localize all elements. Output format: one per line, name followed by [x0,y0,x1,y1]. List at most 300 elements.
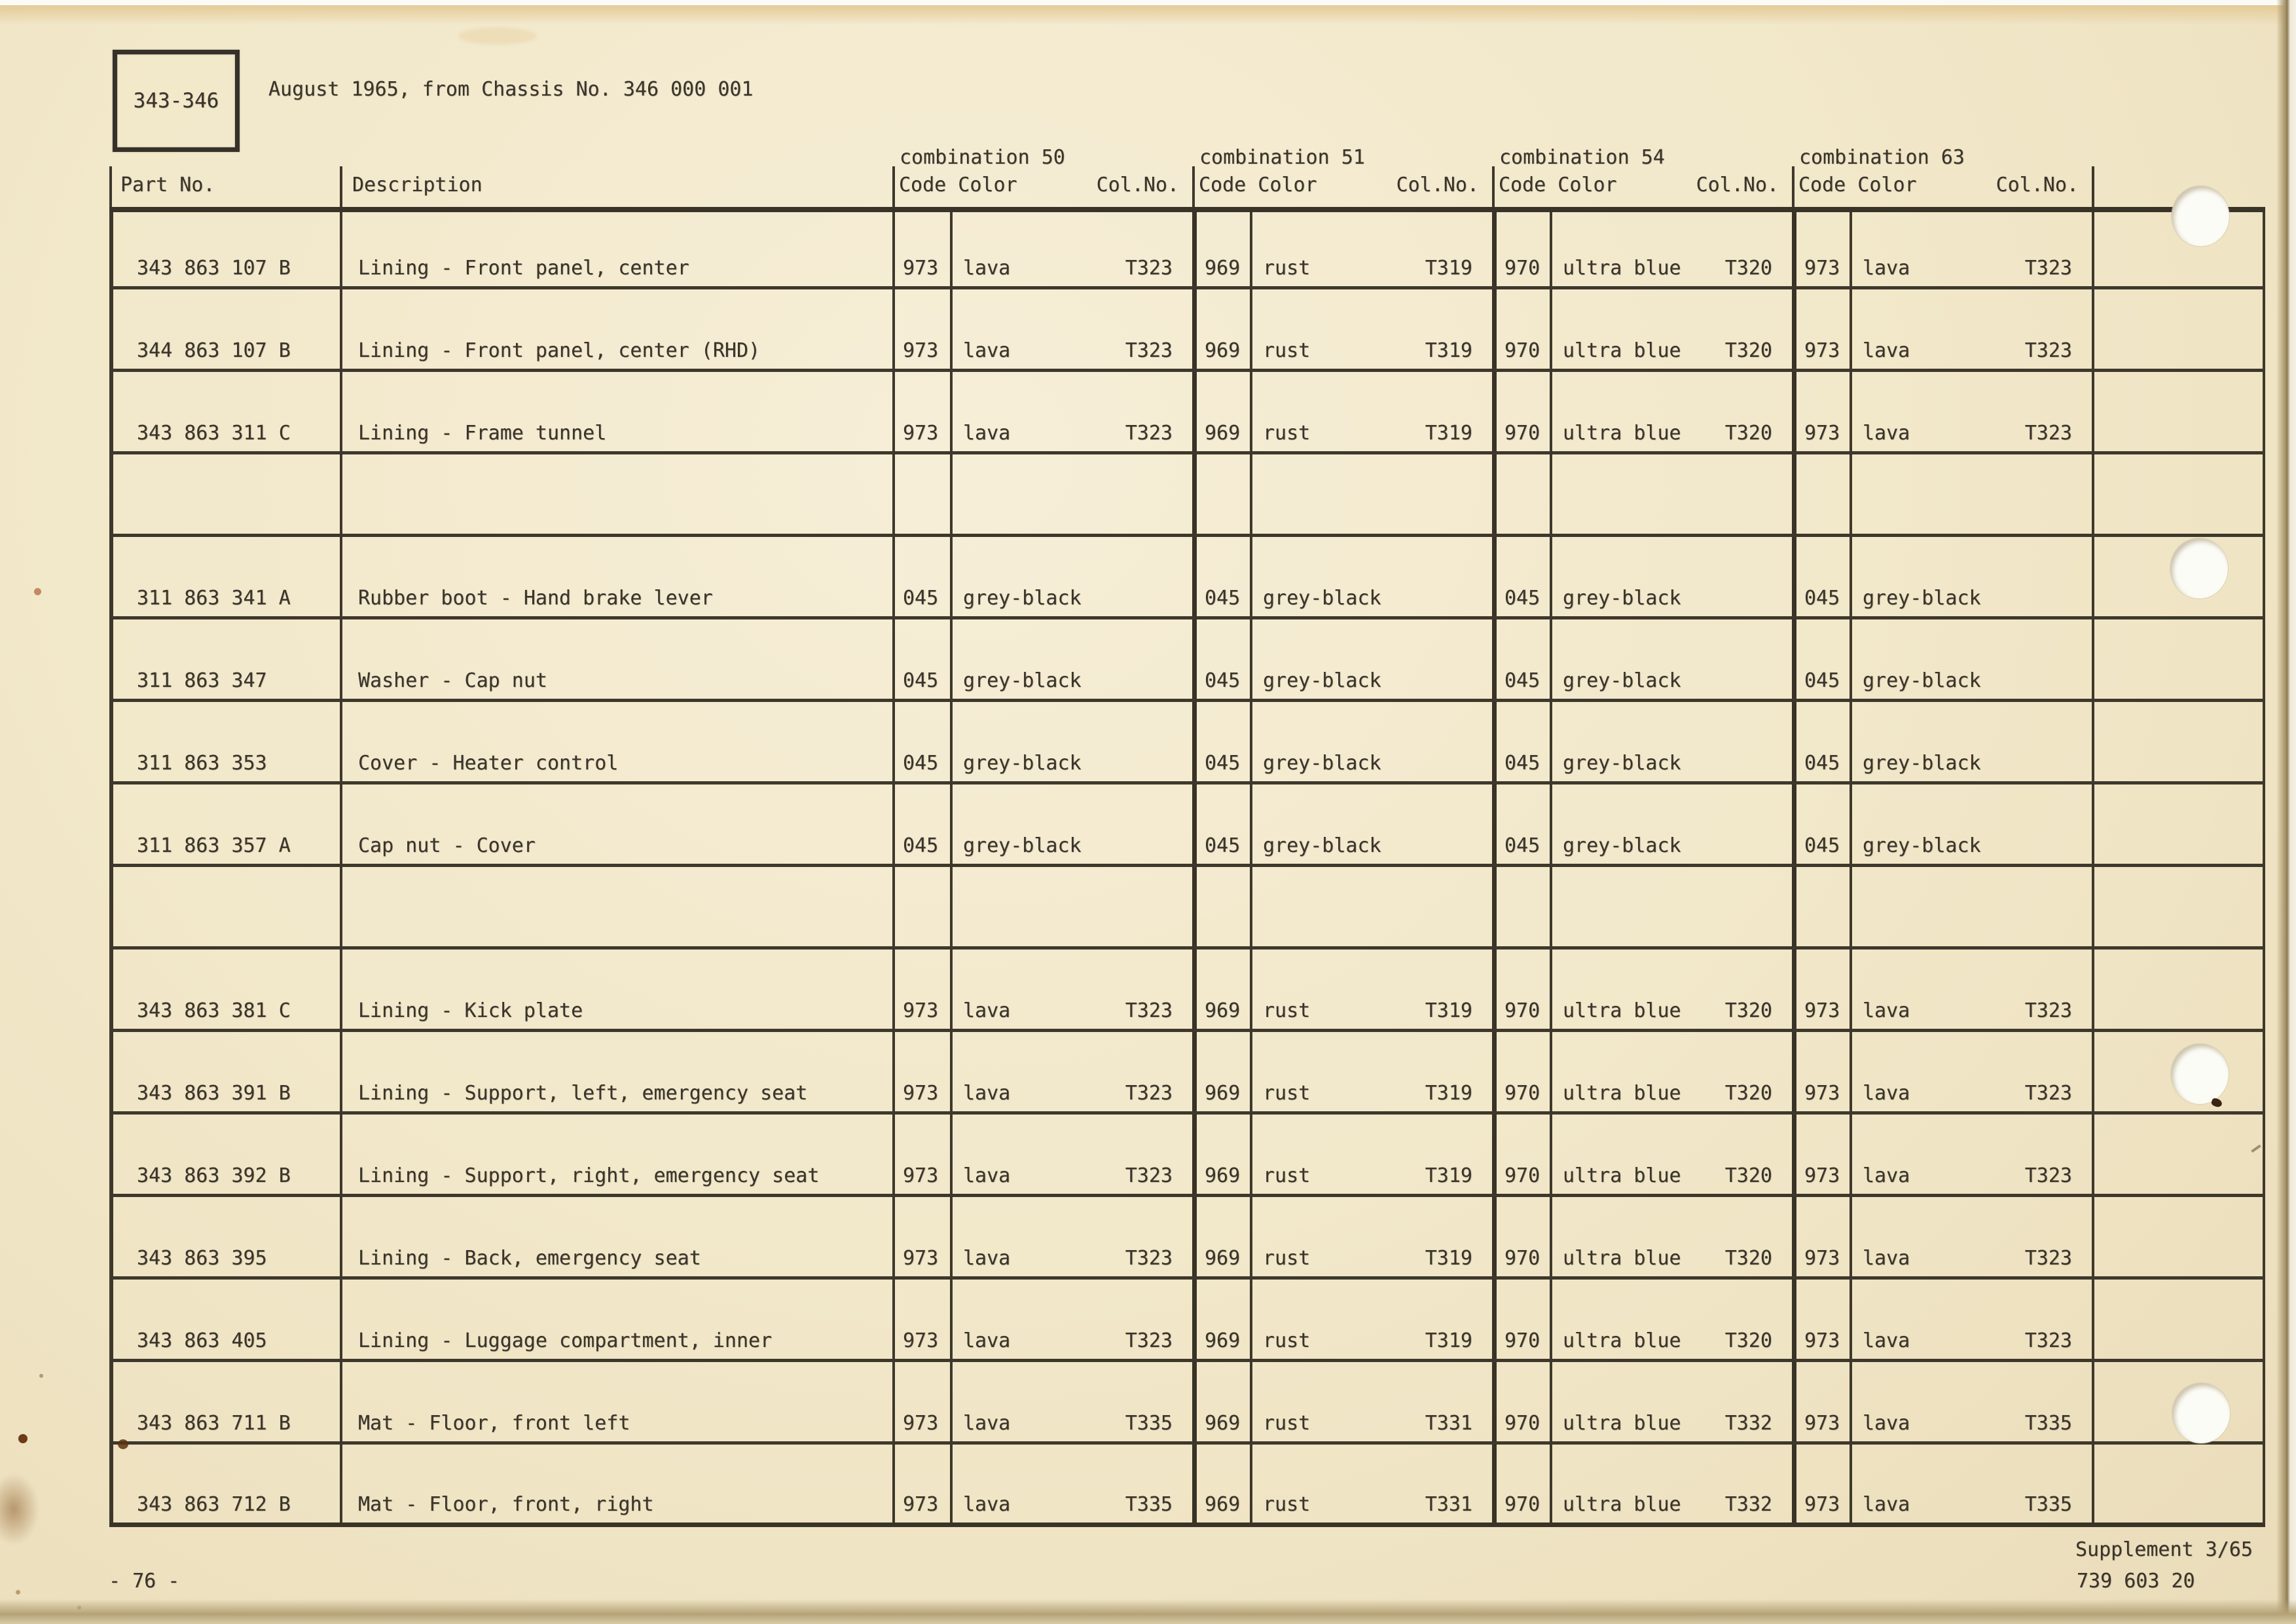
color-cell-combination-54 [1550,1445,1792,1522]
combination-51-header: combination 51 [1199,146,1365,169]
table-row [109,1445,2265,1527]
code-cell-combination-51: 045 [1192,784,1250,864]
code-cell-combination-51: 969 [1192,950,1250,1029]
color-cell-combination-50 [950,212,1192,286]
description-cell: Mat - Floor, front left [340,1362,892,1441]
table-row [109,950,2265,1032]
col-no-value: T320 [1724,1329,1772,1352]
code-cell-combination-63: 973 [1792,1362,1850,1441]
page-number: - 76 - [109,1570,180,1593]
col-no-value: T320 [1724,422,1772,445]
table-row [109,537,2265,619]
table-row [109,1115,2265,1197]
col-no-value: T320 [1724,339,1772,362]
col-no-header-51: Col.No. [1396,174,1479,196]
color-name: rust [1263,422,1311,445]
code-cell-combination-54: 970 [1492,1362,1550,1441]
color-cell-combination-51 [1250,289,1492,369]
color-name: rust [1263,257,1311,280]
code-cell-combination-51: 969 [1192,1197,1250,1276]
color-cell-combination-51 [1250,619,1492,699]
part-no-cell: 343 863 391 B [109,1032,340,1111]
color-cell-combination-63 [1850,454,2092,534]
code-cell-combination-63: 973 [1792,1115,1850,1194]
color-name: lava [1863,257,1910,280]
col-no-value: T323 [1125,422,1173,445]
description-cell: Lining - Front panel, center [340,212,892,286]
part-no-cell: 343 863 712 B [109,1445,340,1522]
color-name: lava [963,422,1011,445]
color-cell-combination-51 [1250,1445,1492,1522]
color-name: lava [963,339,1011,362]
col-no-value: T332 [1724,1412,1772,1435]
code-cell-combination-51: 969 [1192,1115,1250,1194]
description-cell: Rubber boot - Hand brake lever [340,537,892,616]
color-cell-combination-54 [1550,212,1792,286]
col-no-value: T320 [1724,1247,1772,1270]
color-name: ultra blue [1563,1493,1681,1516]
code-cell-combination-63: 045 [1792,702,1850,781]
binding-margin-cell [2092,867,2265,946]
code-cell-combination-54: 970 [1492,372,1550,451]
table-row [109,1197,2265,1280]
color-cell-combination-51 [1250,784,1492,864]
code-cell-combination-50: 973 [892,1362,950,1441]
color-name: lava [1863,1164,1910,1187]
page-bottom-edge [0,1599,2296,1624]
color-name: lava [1863,339,1910,362]
color-cell-combination-54 [1550,702,1792,781]
description-cell: Mat - Floor, front, right [340,1445,892,1522]
color-name: grey-black [963,587,1082,610]
color-cell-combination-54 [1550,1032,1792,1111]
color-name: grey-black [1263,587,1381,610]
col-no-header-63: Col.No. [1995,174,2079,196]
code-cell-combination-54: 970 [1492,1197,1550,1276]
code-cell-combination-54 [1492,867,1550,946]
table-row [109,784,2265,867]
code-cell-combination-50: 973 [892,950,950,1029]
part-no-cell: 343 863 311 C [109,372,340,451]
part-no-column-header: Part No. [120,174,215,196]
color-name: grey-black [1563,669,1681,692]
part-no-cell: 344 863 107 B [109,289,340,369]
code-cell-combination-54: 045 [1492,619,1550,699]
col-no-value: T323 [2024,339,2072,362]
color-name: grey-black [1563,587,1681,610]
color-cell-combination-54 [1550,1280,1792,1359]
color-name: lava [963,1412,1011,1435]
color-cell-combination-51 [1250,454,1492,534]
punch-hole [2170,538,2228,599]
color-cell-combination-50 [950,1032,1192,1111]
description-cell [340,867,892,946]
color-cell-combination-63 [1850,289,2092,369]
col-no-value: T335 [2024,1412,2072,1435]
color-cell-combination-54 [1550,454,1792,534]
code-cell-combination-50: 045 [892,784,950,864]
color-cell-combination-50 [950,1362,1192,1441]
color-cell-combination-51 [1250,1280,1492,1359]
code-cell-combination-63: 973 [1792,1445,1850,1522]
scanner-edge [0,0,2296,5]
color-cell-combination-54 [1550,619,1792,699]
code-cell-combination-54: 970 [1492,1115,1550,1194]
color-cell-combination-63 [1850,372,2092,451]
color-cell-combination-63 [1850,867,2092,946]
code-cell-combination-50: 973 [892,1197,950,1276]
description-cell: Lining - Frame tunnel [340,372,892,451]
color-cell-combination-63 [1850,1115,2092,1194]
description-cell: Lining - Kick plate [340,950,892,1029]
code-color-header-63: Code Color [1798,174,1917,196]
color-cell-combination-50 [950,289,1192,369]
code-cell-combination-51: 969 [1192,212,1250,286]
table-row [109,454,2265,537]
binding-margin-cell [2092,619,2265,699]
description-cell: Washer - Cap nut [340,619,892,699]
code-cell-combination-63: 045 [1792,537,1850,616]
code-cell-combination-54: 970 [1492,1280,1550,1359]
code-cell-combination-50: 973 [892,1115,950,1194]
color-cell-combination-54 [1550,289,1792,369]
code-cell-combination-54: 045 [1492,784,1550,864]
binding-margin-cell [2092,784,2265,864]
column-stub [892,166,895,207]
color-name: rust [1263,339,1311,362]
col-no-value: T323 [2024,1164,2072,1187]
binding-margin-cell [2092,950,2265,1029]
color-name: ultra blue [1563,1247,1681,1270]
code-cell-combination-63: 045 [1792,784,1850,864]
code-cell-combination-54: 045 [1492,537,1550,616]
table-row [109,1032,2265,1115]
color-name: grey-black [963,752,1082,775]
chassis-note: August 1965, from Chassis No. 346 000 001 [268,78,754,101]
description-cell: Lining - Luggage compartment, inner [340,1280,892,1359]
color-name: rust [1263,999,1311,1022]
code-cell-combination-50: 973 [892,1445,950,1522]
color-cell-combination-50 [950,867,1192,946]
color-name: grey-black [1863,834,1981,857]
code-cell-combination-50: 973 [892,1032,950,1111]
code-cell-combination-63: 973 [1792,212,1850,286]
binding-margin-cell [2092,372,2265,451]
page-range-label: 343-346 [133,89,219,113]
code-cell-combination-51: 969 [1192,1280,1250,1359]
binding-margin-cell [2092,1280,2265,1359]
code-cell-combination-54: 970 [1492,1032,1550,1111]
color-cell-combination-63 [1850,702,2092,781]
binding-margin-cell [2092,1197,2265,1276]
col-no-value: T323 [2024,1082,2072,1105]
col-no-header-54: Col.No. [1696,174,1779,196]
color-name: grey-black [1263,834,1381,857]
code-cell-combination-51: 045 [1192,702,1250,781]
color-cell-combination-63 [1850,1280,2092,1359]
description-cell: Lining - Support, left, emergency seat [340,1032,892,1111]
color-cell-combination-50 [950,784,1192,864]
col-no-value: T323 [2024,1329,2072,1352]
code-cell-combination-54: 970 [1492,1445,1550,1522]
code-cell-combination-51: 969 [1192,1362,1250,1441]
col-no-header-50: Col.No. [1096,174,1179,196]
color-cell-combination-63 [1850,619,2092,699]
color-cell-combination-54 [1550,784,1792,864]
col-no-value: T323 [1125,1082,1173,1105]
binding-margin-cell [2092,454,2265,534]
description-cell: Lining - Front panel, center (RHD) [340,289,892,369]
combination-63-header: combination 63 [1799,146,1965,169]
punch-hole [2172,1383,2230,1443]
page-range-stamp-box [113,50,240,152]
color-cell-combination-54 [1550,1115,1792,1194]
color-name: lava [1863,1082,1910,1105]
color-name: ultra blue [1563,999,1681,1022]
color-cell-combination-54 [1550,537,1792,616]
code-cell-combination-54: 970 [1492,950,1550,1029]
table-row [109,289,2265,372]
code-cell-combination-63: 973 [1792,289,1850,369]
color-cell-combination-54 [1550,950,1792,1029]
color-cell-combination-51 [1250,950,1492,1029]
part-no-cell: 343 863 381 C [109,950,340,1029]
color-name: lava [1863,1329,1910,1352]
column-stub [2092,166,2094,207]
description-cell [340,454,892,534]
code-cell-combination-54: 970 [1492,289,1550,369]
col-no-value: T323 [1125,999,1173,1022]
description-cell: Lining - Back, emergency seat [340,1197,892,1276]
stain [0,1473,39,1545]
col-no-value: T323 [2024,257,2072,280]
parts-table [109,207,2265,1527]
color-name: lava [963,1247,1011,1270]
color-cell-combination-63 [1850,537,2092,616]
col-no-value: T319 [1425,339,1472,362]
color-cell-combination-54 [1550,1362,1792,1441]
table-row [109,1280,2265,1362]
col-no-value: T332 [1724,1493,1772,1516]
code-cell-combination-51: 045 [1192,537,1250,616]
code-cell-combination-63 [1792,867,1850,946]
code-cell-combination-63: 973 [1792,372,1850,451]
color-name: ultra blue [1563,257,1681,280]
color-name: grey-black [963,669,1082,692]
part-no-cell: 343 863 107 B [109,212,340,286]
color-cell-combination-51 [1250,1362,1492,1441]
column-stub [1792,166,1795,207]
code-cell-combination-63: 973 [1792,1280,1850,1359]
color-name: lava [963,1164,1011,1187]
binding-margin-cell [2092,289,2265,369]
code-cell-combination-63: 973 [1792,1032,1850,1111]
color-name: rust [1263,1164,1311,1187]
table-row [109,207,2265,289]
column-stub [1192,166,1195,207]
stain-speck [34,588,41,595]
description-cell: Cover - Heater control [340,702,892,781]
color-name: lava [963,1493,1011,1516]
code-cell-combination-50 [892,454,950,534]
color-cell-combination-51 [1250,212,1492,286]
col-no-value: T323 [1125,339,1173,362]
description-cell: Cap nut - Cover [340,784,892,864]
col-no-value: T323 [1125,1329,1173,1352]
code-cell-combination-51: 969 [1192,289,1250,369]
color-name: lava [1863,999,1910,1022]
code-cell-combination-63: 973 [1792,950,1850,1029]
color-cell-combination-50 [950,1115,1192,1194]
col-no-value: T335 [1125,1493,1173,1516]
binding-margin-cell [2092,702,2265,781]
color-name: ultra blue [1563,1082,1681,1105]
color-name: lava [963,257,1011,280]
part-no-cell: 343 863 392 B [109,1115,340,1194]
col-no-value: T323 [2024,422,2072,445]
col-no-value: T319 [1425,1164,1472,1187]
code-cell-combination-50: 045 [892,537,950,616]
color-cell-combination-51 [1250,1197,1492,1276]
color-cell-combination-50 [950,454,1192,534]
stain-speck [16,1590,20,1595]
part-no-cell: 343 863 711 B [109,1362,340,1441]
color-name: grey-black [1863,587,1981,610]
code-color-header-50: Code Color [899,174,1017,196]
color-cell-combination-51 [1250,372,1492,451]
code-cell-combination-51: 969 [1192,1445,1250,1522]
col-no-value: T323 [2024,999,2072,1022]
color-name: rust [1263,1493,1311,1516]
color-name: grey-black [1563,834,1681,857]
stain [458,28,537,45]
col-no-value: T323 [2024,1247,2072,1270]
col-no-value: T331 [1425,1493,1472,1516]
part-no-cell: 311 863 353 [109,702,340,781]
col-no-value: T319 [1425,1329,1472,1352]
table-row [109,1362,2265,1445]
combination-54-header: combination 54 [1499,146,1665,169]
color-cell-combination-50 [950,950,1192,1029]
code-cell-combination-50 [892,867,950,946]
col-no-value: T320 [1724,1164,1772,1187]
stain-speck [18,1434,27,1443]
color-name: ultra blue [1563,1164,1681,1187]
color-cell-combination-63 [1850,1197,2092,1276]
page-top-edge [0,5,2296,25]
color-cell-combination-54 [1550,867,1792,946]
color-name: ultra blue [1563,1329,1681,1352]
code-cell-combination-51: 969 [1192,372,1250,451]
color-name: lava [963,1082,1011,1105]
part-no-cell: 311 863 347 [109,619,340,699]
col-no-value: T319 [1425,1082,1472,1105]
column-stub [1492,166,1495,207]
color-name: grey-black [1563,752,1681,775]
column-stub [340,166,342,207]
stain-speck [39,1374,43,1378]
color-cell-combination-50 [950,537,1192,616]
code-cell-combination-50: 973 [892,372,950,451]
color-name: grey-black [1863,669,1981,692]
code-color-header-51: Code Color [1199,174,1317,196]
binding-margin-cell [2092,1445,2265,1522]
color-cell-combination-63 [1850,1032,2092,1111]
document-number: 739 603 20 [2077,1570,2195,1593]
table-row [109,619,2265,702]
col-no-value: T319 [1425,422,1472,445]
col-no-value: T335 [2024,1493,2072,1516]
color-cell-combination-63 [1850,1445,2092,1522]
color-cell-combination-63 [1850,212,2092,286]
color-cell-combination-54 [1550,372,1792,451]
part-no-cell [109,454,340,534]
col-no-value: T323 [1125,257,1173,280]
code-cell-combination-54 [1492,454,1550,534]
color-cell-combination-50 [950,1197,1192,1276]
color-name: grey-black [963,834,1082,857]
color-name: lava [1863,1412,1910,1435]
color-cell-combination-50 [950,619,1192,699]
code-cell-combination-50: 045 [892,702,950,781]
col-no-value: T331 [1425,1412,1472,1435]
color-cell-combination-50 [950,372,1192,451]
code-cell-combination-50: 973 [892,1280,950,1359]
color-name: lava [963,1329,1011,1352]
stain-speck [118,1439,128,1449]
color-cell-combination-50 [950,1445,1192,1522]
code-cell-combination-51 [1192,867,1250,946]
col-no-value: T320 [1724,257,1772,280]
color-name: rust [1263,1247,1311,1270]
punch-hole [2171,1044,2229,1104]
color-name: lava [1863,1493,1910,1516]
color-name: ultra blue [1563,422,1681,445]
part-no-cell [109,867,340,946]
binding-margin-cell [2092,1115,2265,1194]
code-cell-combination-50: 045 [892,619,950,699]
table-row [109,867,2265,950]
color-cell-combination-63 [1850,784,2092,864]
col-no-value: T320 [1724,1082,1772,1105]
code-cell-combination-54: 970 [1492,212,1550,286]
column-stub [109,166,112,207]
color-cell-combination-54 [1550,1197,1792,1276]
col-no-value: T319 [1425,999,1472,1022]
color-cell-combination-51 [1250,1032,1492,1111]
part-no-cell: 343 863 395 [109,1197,340,1276]
color-name: rust [1263,1412,1311,1435]
table-row [109,372,2265,454]
code-cell-combination-63 [1792,454,1850,534]
supplement-label: Supplement 3/65 [2075,1538,2253,1561]
color-cell-combination-63 [1850,1362,2092,1441]
part-no-cell: 311 863 341 A [109,537,340,616]
col-no-value: T320 [1724,999,1772,1022]
code-cell-combination-51: 969 [1192,1032,1250,1111]
color-name: grey-black [1263,669,1381,692]
col-no-value: T323 [1125,1164,1173,1187]
color-cell-combination-50 [950,702,1192,781]
color-name: lava [1863,422,1910,445]
color-name: grey-black [1263,752,1381,775]
description-column-header: Description [352,174,483,196]
color-cell-combination-51 [1250,1115,1492,1194]
code-cell-combination-50: 973 [892,289,950,369]
col-no-value: T319 [1425,1247,1472,1270]
color-name: lava [963,999,1011,1022]
code-cell-combination-63: 045 [1792,619,1850,699]
